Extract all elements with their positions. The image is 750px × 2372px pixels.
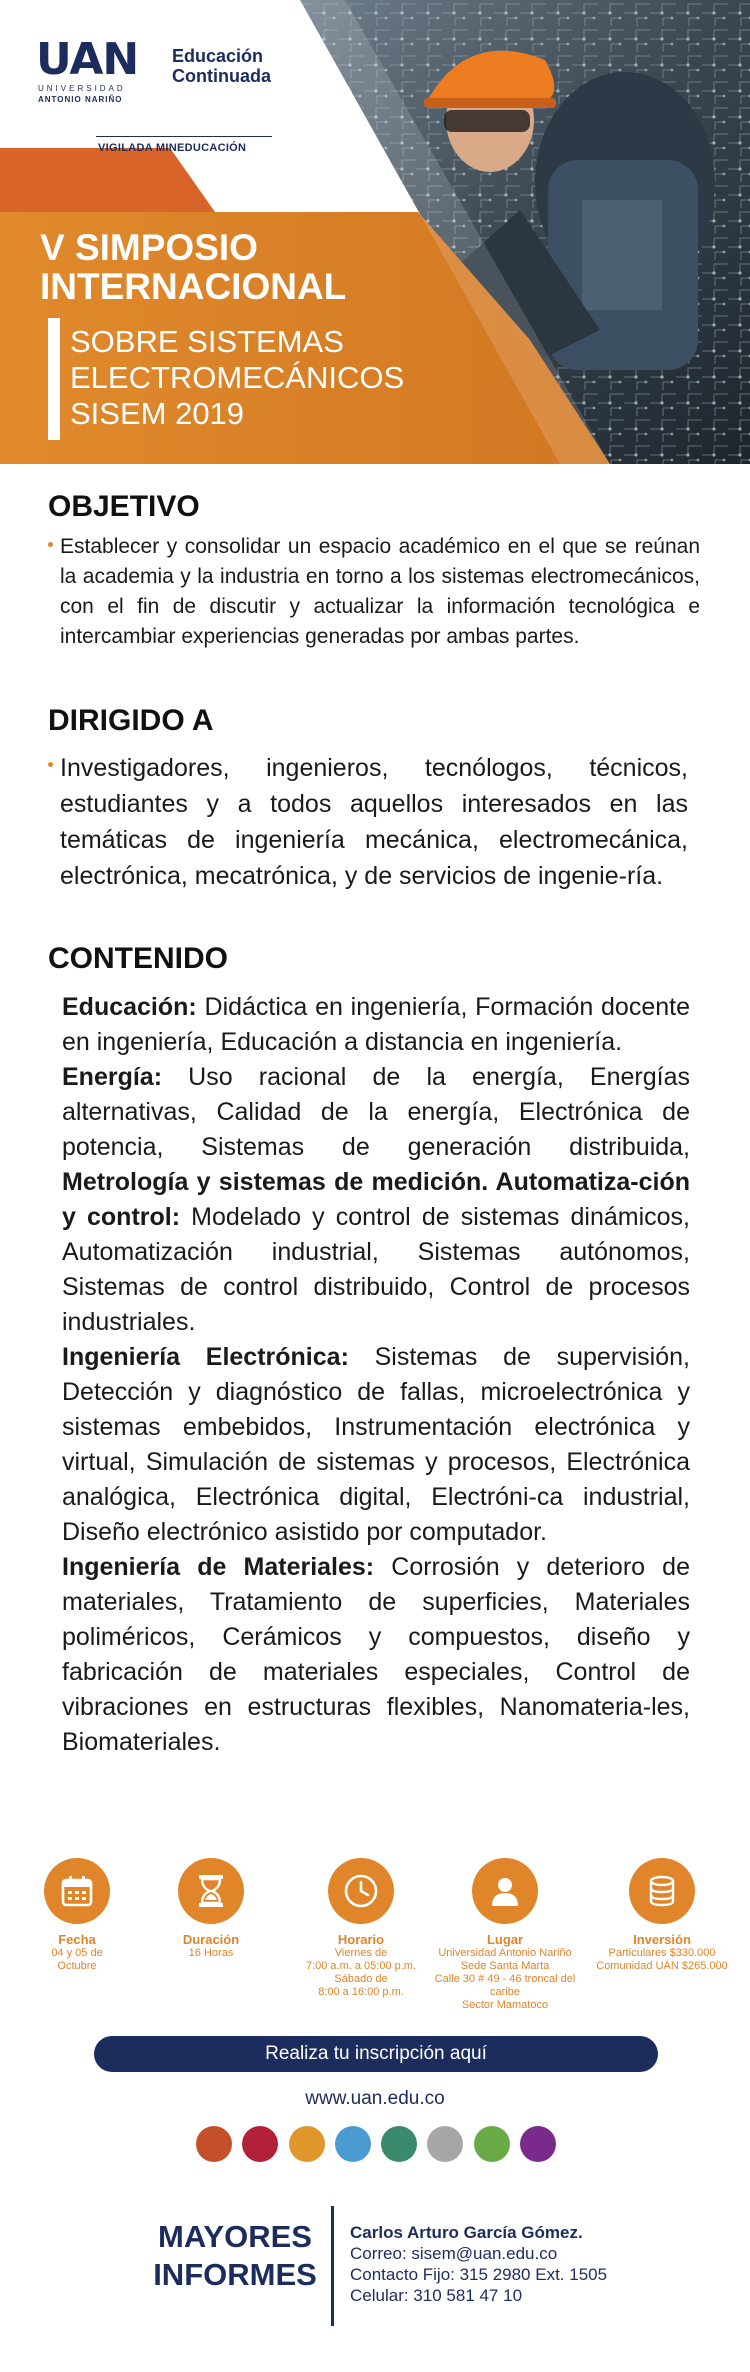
- educacion-continuada: Educación Continuada: [172, 46, 271, 86]
- info-lugar-label: Lugar: [486, 1932, 524, 1947]
- info-inversion-text: Particulares $330.000 Comunidad UAN $265.000: [596, 1947, 728, 1972]
- color-dot: [474, 2126, 510, 2162]
- info-horario-text: Viernes de 7:00 a.m. a 05:00 p.m. Sábado de 8:00 a 16:00 p.m.: [305, 1947, 417, 1998]
- color-dot: [242, 2126, 278, 2162]
- vigilada-text: VIGILADA MINEDUCACIÓN: [98, 142, 247, 154]
- info-horario: [286, 1858, 436, 1999]
- contact-info: [350, 2222, 607, 2306]
- info-lugar-text: Universidad Antonio Nariño Sede Santa Marta Calle 30 # 49 - 46 troncal del caribe Sector Mamatoco: [434, 1947, 576, 2011]
- inscripcion-button[interactable]: Realiza tu inscripción aquí: [94, 2036, 658, 2072]
- info-fecha: [2, 1858, 152, 1973]
- dirigido-bullet: [48, 762, 53, 767]
- contenido-text: [62, 990, 690, 1760]
- info-duracion: [136, 1858, 286, 1960]
- university-line2: ANTONIO NARIÑO: [38, 95, 123, 104]
- info-duracion-text: 16 Horas: [188, 1947, 234, 1959]
- color-dot: [335, 2126, 371, 2162]
- university-line1: UNIVERSIDAD: [38, 84, 126, 93]
- person-icon: [472, 1858, 538, 1924]
- contenido-materiales: Ingeniería de Materiales: Corrosión y deterioro de materiales, Tratamiento de superficies, Materiales poliméricos, Cerámicos y compuestos, diseño y fabricación de materiales especiales, Control de vibraciones en estructuras flexibles, Nanomateria-les, Biomateriales.: [62, 1553, 690, 1756]
- objetivo-bullet: [48, 542, 53, 547]
- info-fecha-text: 04 y 05 de Octubre: [51, 1947, 103, 1972]
- hourglass-icon: [178, 1858, 244, 1924]
- event-title: V SIMPOSIO INTERNACIONAL: [40, 227, 347, 307]
- contenido-heading: CONTENIDO: [48, 942, 228, 975]
- info-fecha-label: Fecha: [58, 1932, 96, 1947]
- website-link[interactable]: www.uan.edu.co: [305, 2088, 445, 2109]
- clock-icon: [328, 1858, 394, 1924]
- uan-logo[interactable]: [36, 34, 296, 154]
- contact-cell[interactable]: Celular: 310 581 47 10: [350, 2286, 523, 2305]
- dirigido-heading: DIRIGIDO A: [48, 704, 214, 737]
- objetivo-heading: OBJETIVO: [48, 490, 200, 523]
- color-dot: [196, 2126, 232, 2162]
- info-duracion-label: Duración: [182, 1932, 240, 1947]
- color-dot: [381, 2126, 417, 2162]
- contact-email[interactable]: Correo: sisem@uan.edu.co: [350, 2244, 558, 2263]
- info-inversion-label: Inversión: [633, 1932, 691, 1947]
- color-dots: [196, 2126, 556, 2162]
- color-dot: [289, 2126, 325, 2162]
- info-horario-label: Horario: [337, 1932, 385, 1947]
- hero-banner: [0, 0, 750, 464]
- info-lugar: [430, 1858, 580, 2012]
- contenido-energia: Energía: Uso racional de la energía, Energías alternativas, Calidad de la energía, Electrónica de potencia, Sistemas de generación distribuida,: [62, 1063, 690, 1161]
- contenido-metrologia: Metrología y sistemas de medición. Automatiza-ción y control: Modelado y control de sistemas dinámicos, Automatización industrial, Sistemas autónomos, Sistemas de control distribuido, Control de procesos industriales.: [62, 1168, 690, 1336]
- color-dot: [520, 2126, 556, 2162]
- contact-phone[interactable]: Contacto Fijo: 315 2980 Ext. 1505: [350, 2265, 608, 2284]
- color-dot: [427, 2126, 463, 2162]
- contenido-electronica: Ingeniería Electrónica: Sistemas de supervisión, Detección y diagnóstico de fallas, microelectrónica y sistemas embebidos, Instrumentación electrónica y virtual, Simulación de sistemas y procesos, Electrónica analógica, Electrónica digital, Electróni-ca industrial, Diseño electrónico asistido por computador.: [62, 1343, 690, 1546]
- contact-name: Carlos Arturo García Gómez.: [350, 2223, 583, 2242]
- info-inversion: [587, 1858, 737, 1973]
- contact-divider: [331, 2206, 334, 2326]
- objetivo-text: Establecer y consolidar un espacio académico en el que se reúnan la academia y la industria en torno a los sistemas electromecánicos, con el fin de discutir y actualizar la información tecnológica e intercambiar experiencias generadas por ambas partes.: [60, 535, 700, 648]
- title-accent-bar: [48, 318, 60, 440]
- logo-text: UAN: [36, 34, 139, 85]
- dirigido-text: Investigadores, ingenieros, tecnólogos, técnicos, estudiantes y a todos aquellos interesados en las temáticas de ingeniería mecánica, electromecánica, electrónica, mecatrónica, y de servicios de ingenie-ría.: [60, 754, 688, 890]
- contenido-educacion: Educación: Didáctica en ingeniería, Formación docente en ingeniería, Educación a distancia en ingeniería.: [62, 993, 690, 1056]
- vigilada-divider: [96, 136, 272, 137]
- event-subtitle: SOBRE SISTEMAS ELECTROMECÁNICOS SISEM 2019: [70, 324, 405, 431]
- coins-icon: [629, 1858, 695, 1924]
- calendar-icon: [44, 1858, 110, 1924]
- mayores-informes-heading: MAYORES INFORMES: [153, 2219, 317, 2292]
